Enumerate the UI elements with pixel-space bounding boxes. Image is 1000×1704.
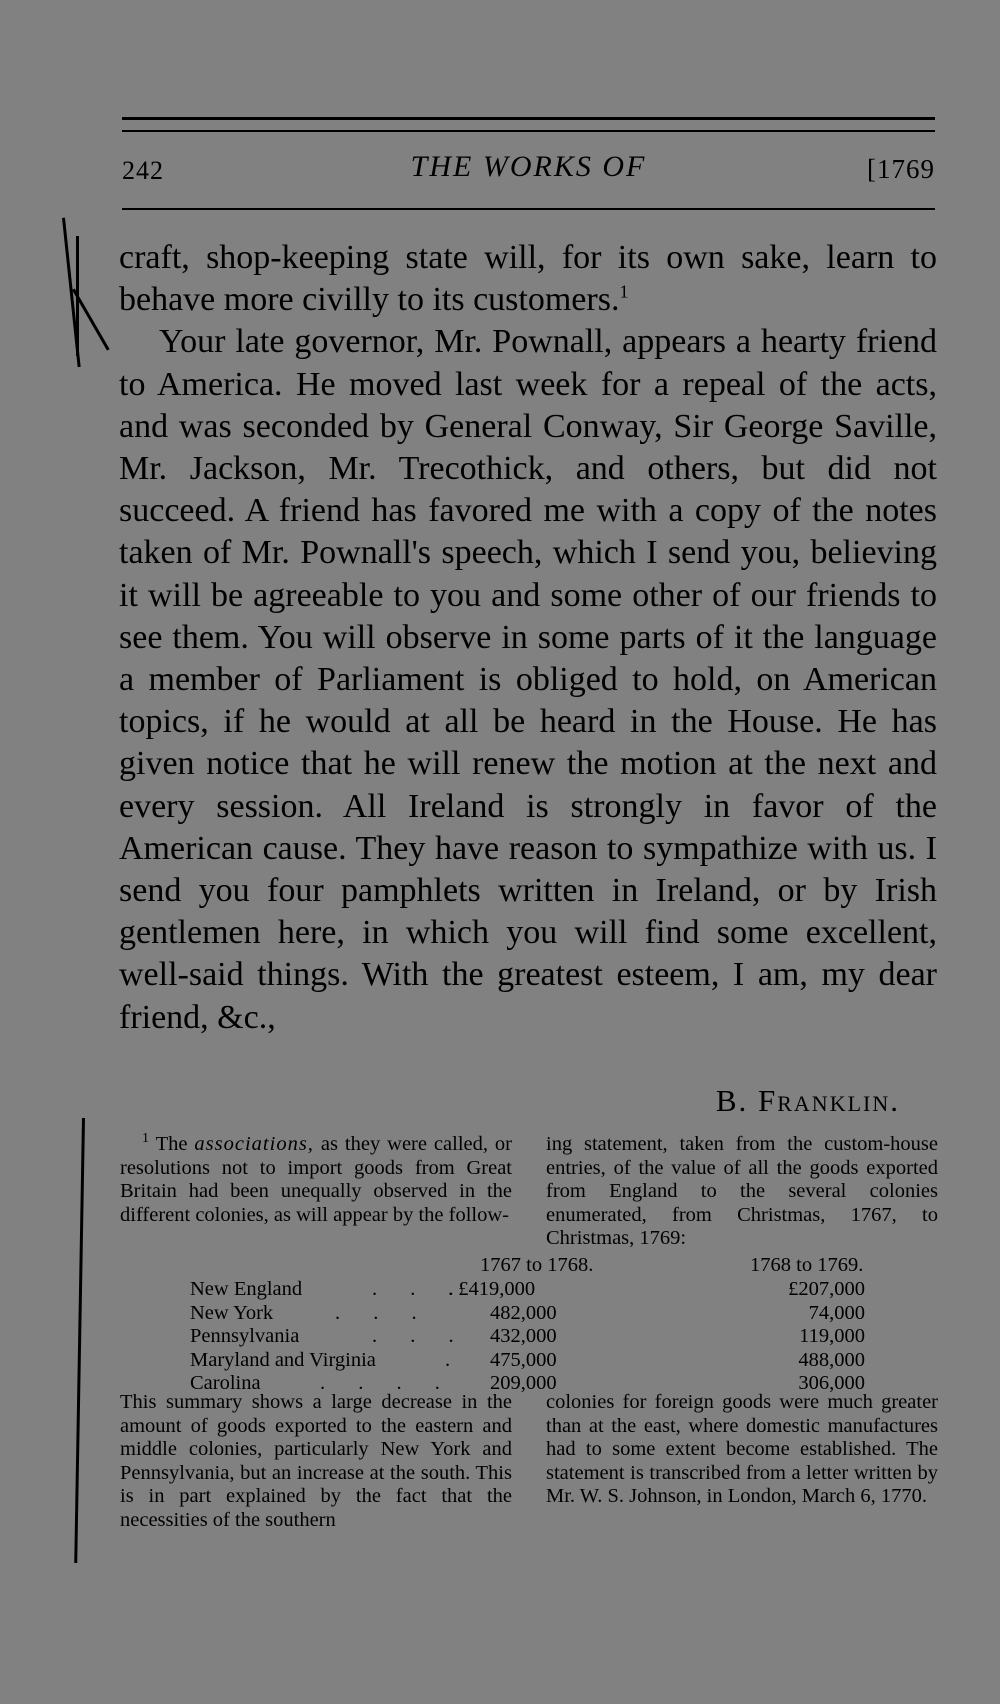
leader-dots: . . . .: [320, 1372, 454, 1395]
footnote-text: colonies for foreign goods were much greater than at the east, where domestic manufactures had to some extent become established. The statement is transcribed from a letter written by Mr. W. S. Johnson, in London, March 6, 1770.: [546, 1391, 938, 1508]
table-row: [190, 1302, 890, 1326]
signature: B. Franklin.: [715, 1083, 900, 1118]
table-row: [190, 1278, 890, 1302]
table-header: [190, 1254, 890, 1278]
value-1767: . £419,000: [448, 1278, 536, 1300]
region-name: New York: [190, 1301, 274, 1324]
value-1767: 475,000: [490, 1348, 557, 1371]
footnote-marker: 1: [142, 1131, 149, 1147]
footnote-reference[interactable]: 1: [619, 281, 629, 302]
top-rule-thin: [122, 130, 935, 132]
footnote-text-continued: as they were called, or resolutions not to import goods from Great Britain had been unequally observed in the different colonies, as will appear by the follow-: [120, 1133, 513, 1226]
leader-dots: .: [445, 1348, 465, 1371]
column-header-1767: 1767 to 1768.: [480, 1254, 594, 1276]
region-name: Pennsylvania: [190, 1325, 300, 1348]
footnote-column: [120, 1133, 512, 1227]
header-rule: [122, 208, 935, 210]
footnote-text: ing statement, taken from the custom-house entries, of the value of all the goods exported from England to the several colonies enumerated, from Christmas, 1767, to Christmas, 1769:: [546, 1133, 938, 1250]
value-1767: 432,000: [490, 1325, 557, 1348]
export-table: [190, 1254, 890, 1396]
footnote-lead-in: The: [155, 1133, 188, 1155]
value-1767: 482,000: [490, 1301, 557, 1324]
table-row: [190, 1325, 890, 1349]
value-1768: 488,000: [798, 1348, 865, 1371]
value-1767: 209,000: [490, 1372, 557, 1395]
leader-dots: . . .: [335, 1301, 431, 1324]
column-header-1768: 1768 to 1769.: [750, 1254, 864, 1276]
paragraph-text: craft, shop-keeping state will, for its own sake, learn to behave more civilly to its customers.: [119, 239, 937, 319]
footnote-emphasis: associations,: [194, 1133, 314, 1155]
margin-pencil-mark: [74, 1118, 85, 1563]
value-1768: 306,000: [798, 1372, 865, 1395]
running-title: THE WORKS OF: [410, 150, 647, 183]
page-number: 242: [122, 156, 164, 185]
value-1768: 119,000: [799, 1325, 865, 1348]
region-name: Carolina: [190, 1372, 261, 1395]
value-1768: £207,000: [788, 1278, 865, 1300]
top-rule: [122, 117, 935, 120]
footnote-column: [546, 1391, 938, 1509]
paragraph: [119, 237, 937, 321]
running-year: [1769: [867, 154, 935, 184]
footnote-text: This summary shows a large decrease in the amount of goods exported to the eastern and middle colonies, particularly New York and Pennsylvania, but an increase at the south. This is in part explained by the fact that the necessities of the southern: [120, 1391, 512, 1531]
region-name: Maryland and Virginia: [190, 1348, 376, 1371]
value-1768: 74,000: [808, 1301, 865, 1324]
running-head: [122, 150, 935, 190]
footnote-text: [120, 1133, 512, 1227]
footnote-column: [546, 1133, 938, 1251]
paragraph: Your late governor, Mr. Pownall, appears a hearty friend to America. He moved last week for a repeal of the acts, and was seconded by General Conway, Sir George Saville, Mr. Jackson, Mr. Trecothick, and others, but did not succeed. A friend has favored me with a copy of the notes taken of Mr. Pownall's speech, which I send you, believing it will be agreeable to you and some other of our friends to see them. You will observe in some parts of it the language a member of Parliament is obliged to hold, on American topics, if he would at all be heard in the House. He has given notice that he will renew the motion at the next and every session. All Ireland is strongly in favor of the American cause. They have reason to sympathize with us. I send you four pamphlets written in Ireland, or by Irish gentlemen here, in which you will find some excellent, well-said things. With the greatest esteem, I am, my dear friend, &c.,: [119, 323, 937, 1036]
table-row: [190, 1349, 890, 1373]
footnote-column: [120, 1391, 512, 1533]
leader-dots: . . .: [372, 1325, 468, 1348]
leader-dots: . . .: [372, 1278, 468, 1300]
letter-body: [119, 237, 937, 1039]
region-name: New England: [190, 1278, 303, 1300]
